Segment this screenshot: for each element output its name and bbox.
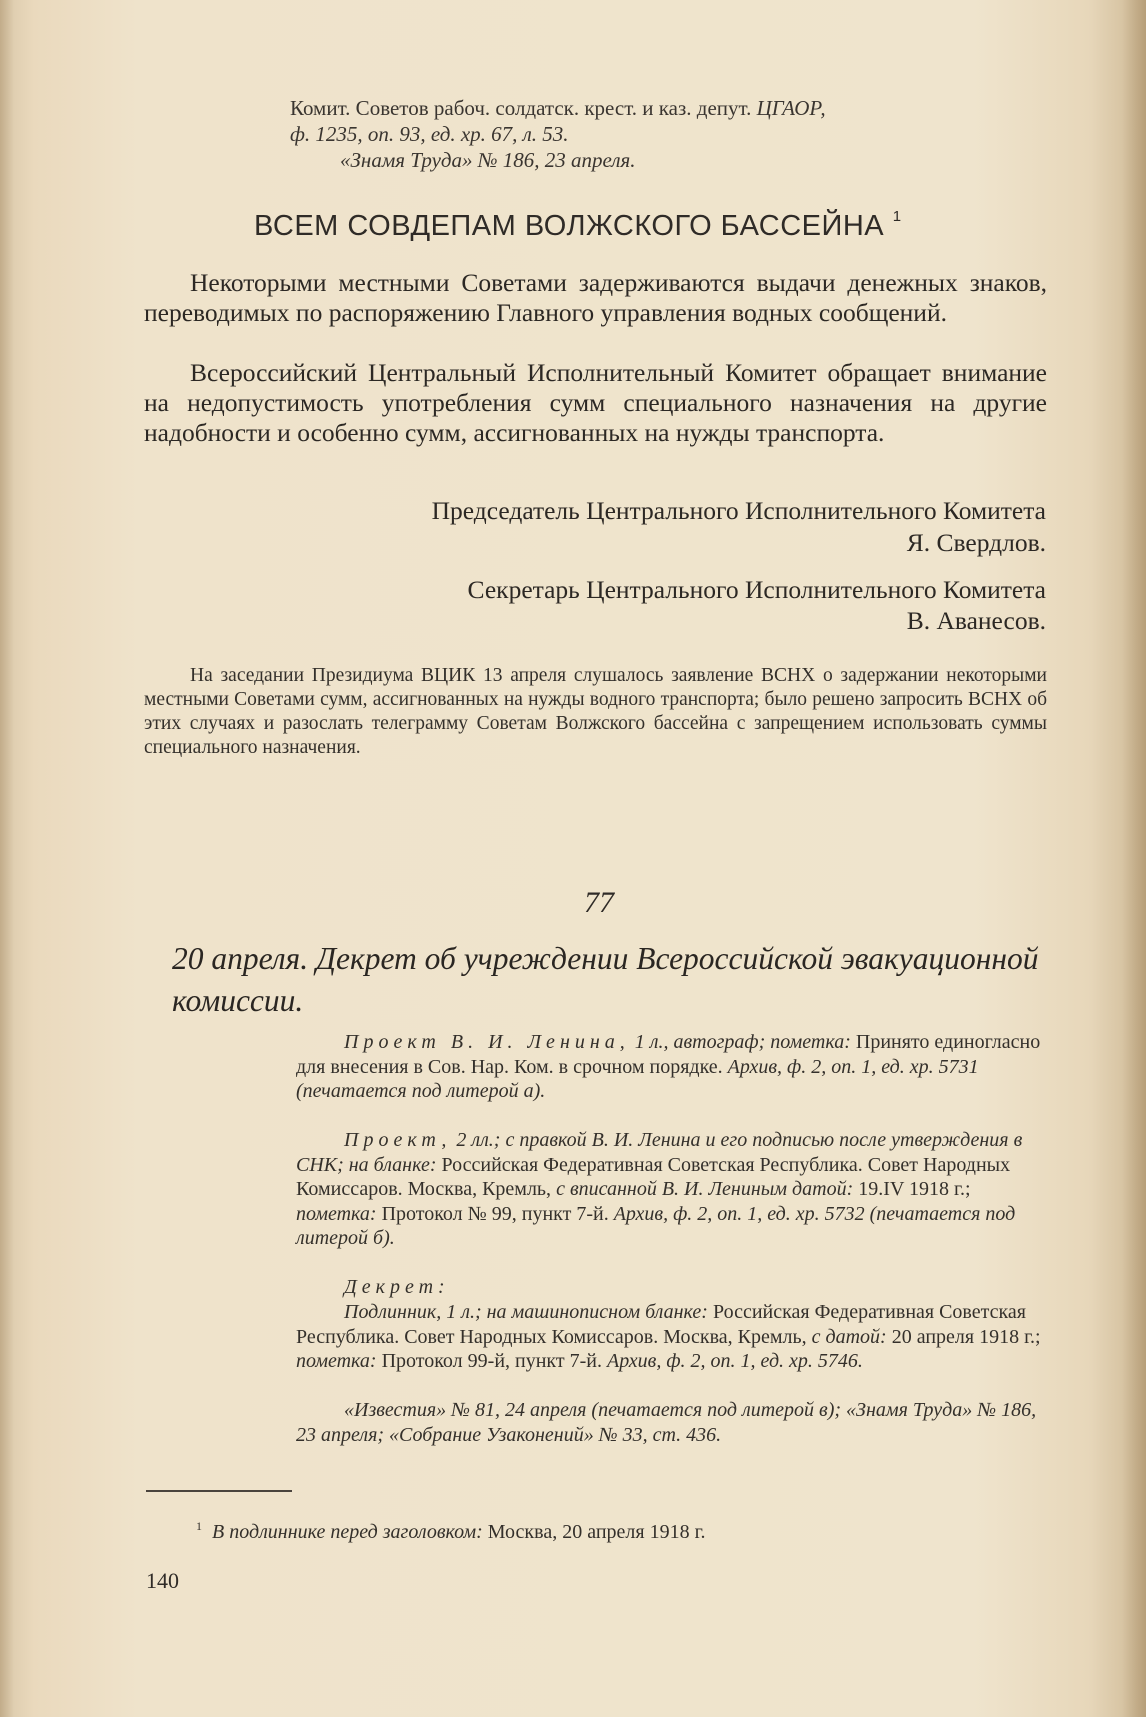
reference-2-protocol: Протокол № 99, пункт 7-й. [376, 1202, 614, 1225]
source-line-1-text: Комит. Советов рабоч. солдатск. крест. и каз. депут. [290, 96, 757, 120]
source-line-1-archive: ЦГАОР, [756, 96, 826, 120]
reference-1-desc: 1 л., автограф; пометка: [629, 1031, 851, 1053]
reference-4 [296, 1300, 1048, 1374]
document-heading: 20 апреля. Декрет об учреждении Всероссийской эвакуационной комиссии. [172, 941, 1039, 1018]
reference-1-text: Принято единогласно для внесения в Сов. Нар. Ком. в срочном порядке. [296, 1031, 1041, 1078]
source-line-3: «Знамя Труда» № 186, 23 апреля. [340, 148, 636, 172]
title-footnote-mark: 1 [892, 208, 902, 225]
reference-3-label: Декрет: [344, 1276, 450, 1298]
reference-5: «Известия» № 81, 24 апреля (печатается под литерой в); «Знамя Труда» № 186, 23 апреля; «Собрание Узаконений» № 33, ст. 436. [296, 1399, 1037, 1446]
chair-name: Я. Свердлов. [906, 528, 1046, 557]
secretary-name: В. Аванесов. [906, 606, 1046, 635]
reference-1 [296, 1030, 1048, 1104]
reference-2-label: Проект, [344, 1129, 452, 1151]
footnote [196, 1519, 706, 1544]
reference-4-desc: Подлинник, 1 л.; на машинописном бланке: [344, 1301, 708, 1323]
reference-2-text: Российская Федеративная Советская Республика. Совет Народных Комиссаров. Москва, Кремль, [296, 1153, 1011, 1200]
footnote-rule [146, 1490, 292, 1492]
document-number: 77 [584, 886, 614, 919]
reference-4-mark-label: пометка: [296, 1350, 377, 1372]
page-shadow-left [0, 0, 14, 1717]
reference-2-date-label: с вписанной В. И. Лениным датой: [556, 1178, 854, 1200]
reference-2-mark-label: пометка: [296, 1202, 377, 1225]
reference-2-archive: Архив, ф. 2, оп. 1, ед. хр. 5732 (печатается под литерой б). [296, 1202, 1016, 1249]
reference-2 [296, 1128, 1048, 1251]
source-line-2: ф. 1235, оп. 93, ед. хр. 67, л. 53. [290, 122, 569, 146]
reference-4-protocol: Протокол 99-й, пункт 7-й. [376, 1350, 607, 1372]
document-title-text: ВСЕМ СОВДЕПАМ ВОЛЖСКОГО БАССЕЙНА [254, 210, 885, 242]
reference-2-desc: 2 лл.; с правкой В. И. Ленина и его подписью после утверждения в СНК; на бланке: [296, 1129, 1023, 1176]
reference-4-archive: Архив, ф. 2, оп. 1, ед. хр. 5746. [606, 1350, 863, 1372]
body-paragraph-2: Всероссийский Центральный Исполнительный Комитет обращает внимание на недопустимость употребления сумм специального назначения на другие надобности и особенно сумм, ассигнованных на нужды транспорта. [144, 358, 1047, 447]
reference-4-text: Российская Федеративная Советская Республика. Совет Народных Комиссаров. Москва, Кремль, [296, 1301, 1026, 1348]
footnote-text: Москва, 20 апреля 1918 г. [482, 1521, 706, 1543]
body-paragraph-1: Некоторыми местными Советами задерживаются выдачи денежных знаков, переводимых по распоряжению Главного управления водных сообщений. [144, 268, 1047, 327]
secretary-title: Секретарь Центрального Исполнительного Комитета [467, 575, 1046, 604]
document-title [254, 208, 902, 243]
editorial-note: На заседании Президиума ВЦИК 13 апреля слушалось заявление ВСНХ о задержании некоторыми местными Советами сумм, ассигнованных на нужды водного транспорта; было решено запросить ВСНХ об этих случаях и разослать телеграмму Советам Волжского бассейна с запрещением использовать суммы специального назначения. [144, 665, 1047, 758]
reference-1-archive: Архив, ф. 2, оп. 1, ед. хр. 5731 (печатается под литерой а). [296, 1055, 979, 1102]
reference-1-label: Проект В. И. Ленина, [344, 1031, 630, 1053]
source-line-1 [290, 96, 826, 121]
chair-title: Председатель Центрального Исполнительного Комитета [431, 496, 1046, 525]
reference-2-date: 19.IV 1918 г.; [853, 1178, 971, 1200]
page-number: 140 [146, 1568, 179, 1593]
footnote-mark: 1 [196, 1519, 202, 1533]
reference-4-date-label: с датой: [811, 1325, 887, 1348]
reference-3 [296, 1275, 1048, 1300]
page-shadow-right [1122, 0, 1146, 1717]
reference-4-date: 20 апреля 1918 г.; [886, 1325, 1041, 1348]
footnote-italic: В подлиннике перед заголовком: [212, 1521, 483, 1543]
